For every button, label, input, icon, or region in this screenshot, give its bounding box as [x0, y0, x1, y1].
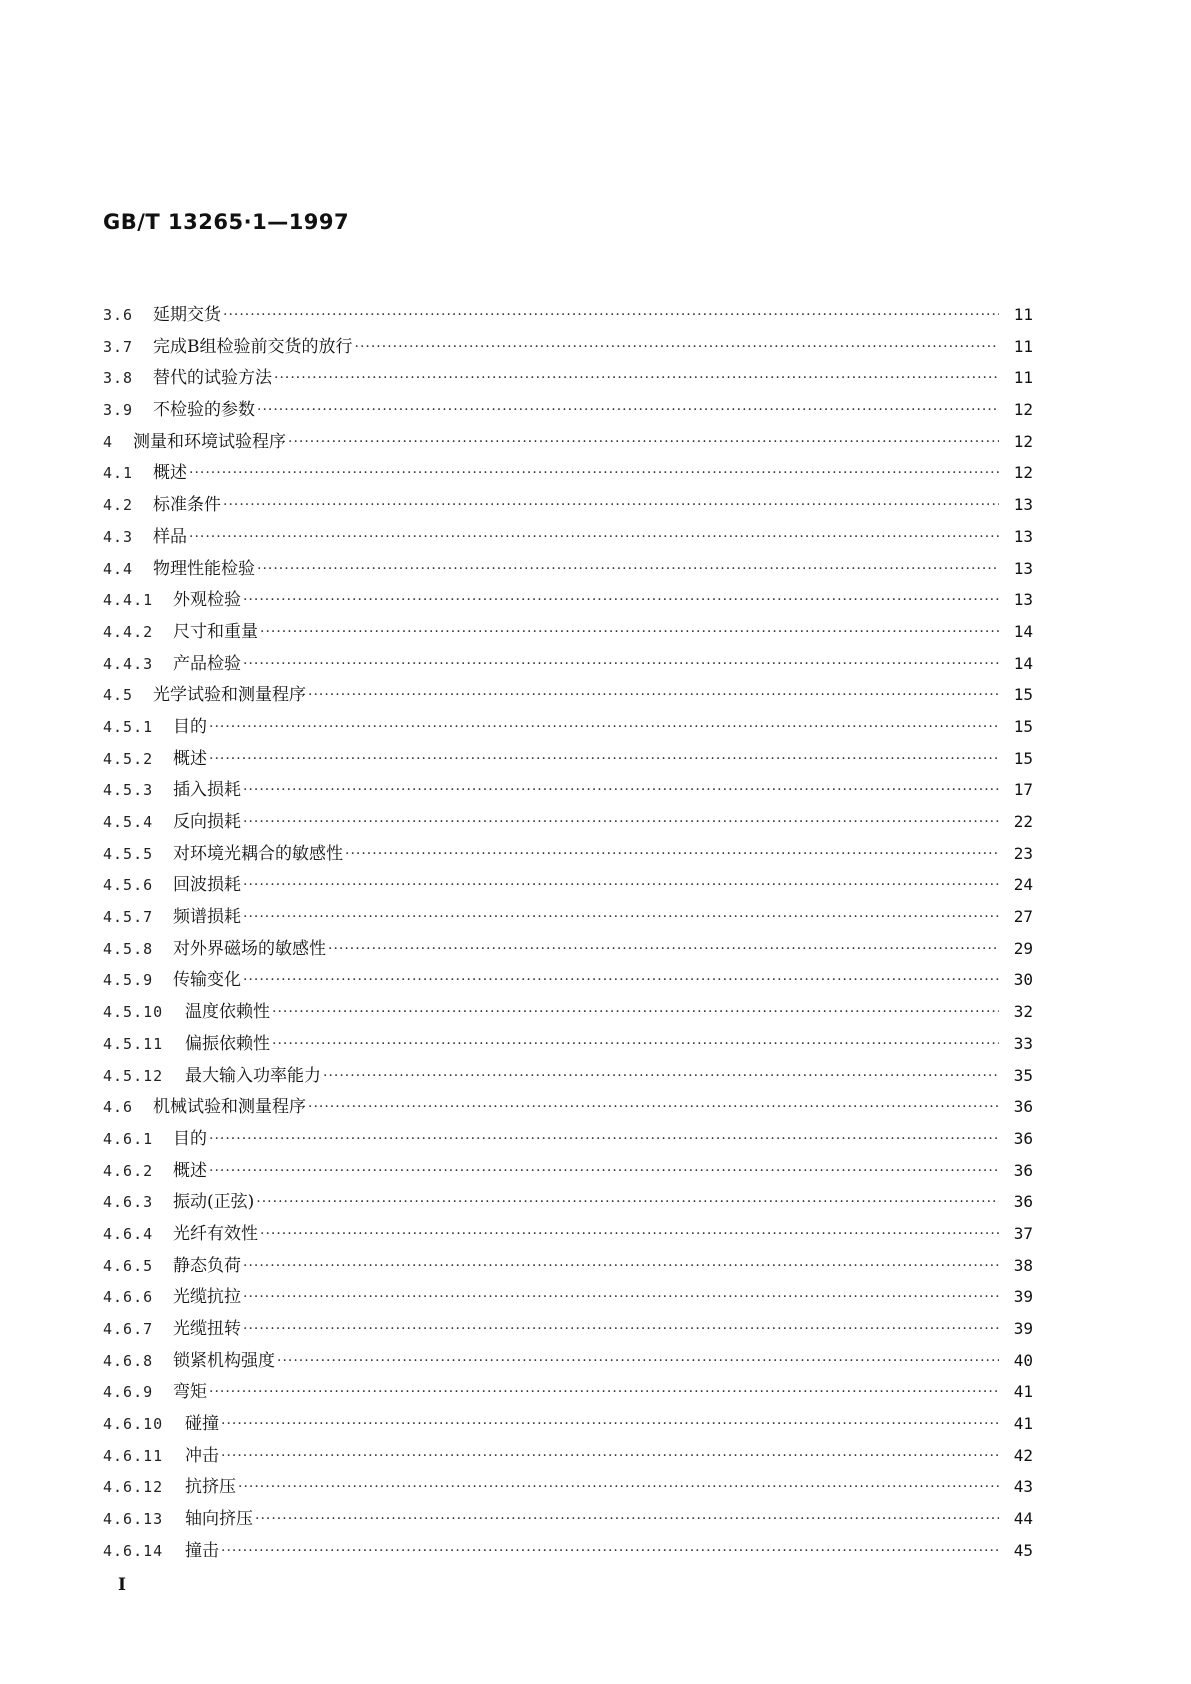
toc-section-number: 4.5.5	[103, 844, 154, 863]
toc-section-title: 抗挤压	[185, 1477, 236, 1498]
toc-leader-dots	[288, 430, 999, 447]
toc-section-number: 4.5.11	[103, 1034, 164, 1053]
toc-section-title: 概述	[173, 1160, 207, 1181]
toc-section-title: 对外界磁场的敏感性	[173, 938, 326, 959]
toc-section-number: 4.5.6	[103, 876, 154, 895]
toc-entry[interactable]	[103, 1187, 1033, 1219]
toc-page-number: 13	[1013, 558, 1033, 578]
toc-section-number: 4.6.6	[103, 1288, 154, 1307]
toc-section-title: 完成B组检验前交货的放行	[153, 336, 353, 357]
toc-section-number: 4.5.8	[103, 939, 154, 958]
toc-entry[interactable]	[103, 458, 1033, 490]
toc-entry[interactable]	[103, 807, 1033, 839]
toc-section-title: 插入损耗	[173, 780, 241, 801]
toc-entry[interactable]	[103, 554, 1033, 586]
toc-page-number: 41	[1013, 1382, 1033, 1402]
toc-page-number: 39	[1013, 1319, 1033, 1338]
toc-section-number: 4.6.11	[103, 1446, 164, 1465]
toc-entry[interactable]	[103, 934, 1033, 966]
toc-page-number: 37	[1013, 1223, 1033, 1243]
toc-entry[interactable]	[103, 649, 1033, 681]
toc-section-title: 温度依赖性	[185, 1002, 270, 1023]
toc-leader-dots	[189, 525, 999, 542]
page-number: I	[118, 1575, 126, 1595]
toc-section-title: 概述	[153, 463, 187, 484]
toc-section-number: 4.6.14	[103, 1541, 164, 1560]
toc-leader-dots	[260, 620, 999, 637]
toc-leader-dots	[255, 1507, 999, 1524]
toc-section-number: 4.6.2	[103, 1161, 154, 1180]
toc-section-title: 尺寸和重量	[173, 621, 258, 642]
toc-section-title: 测量和环境试验程序	[133, 431, 286, 452]
toc-leader-dots	[209, 747, 999, 764]
toc-section-number: 4.5.1	[103, 717, 154, 736]
toc-entry[interactable]	[103, 1377, 1033, 1409]
toc-entry[interactable]	[103, 1504, 1033, 1536]
toc-leader-dots	[257, 557, 999, 574]
toc-section-title: 光纤有效性	[173, 1223, 258, 1244]
toc-leader-dots	[308, 683, 999, 700]
toc-leader-dots	[257, 398, 999, 415]
toc-section-title: 目的	[173, 1128, 207, 1149]
toc-section-number: 4.5.3	[103, 781, 154, 800]
toc-leader-dots	[260, 1222, 999, 1239]
toc-section-title: 延期交货	[153, 305, 221, 325]
toc-leader-dots	[189, 461, 999, 478]
toc-page-number: 11	[1013, 336, 1033, 356]
toc-entry[interactable]	[103, 775, 1033, 807]
toc-leader-dots	[223, 303, 999, 320]
toc-page-number: 35	[1013, 1065, 1033, 1085]
toc-leader-dots	[277, 1349, 999, 1366]
toc-page-number: 40	[1013, 1350, 1033, 1370]
toc-page-number: 36	[1013, 1097, 1033, 1117]
toc-leader-dots	[209, 1159, 999, 1176]
toc-leader-dots	[243, 905, 999, 922]
toc-page-number: 23	[1013, 843, 1033, 863]
toc-section-title: 弯矩	[173, 1382, 207, 1403]
toc-entry[interactable]	[103, 712, 1033, 744]
toc-section-number: 4.1	[103, 464, 134, 483]
toc-leader-dots	[243, 652, 999, 669]
toc-entry[interactable]	[103, 1029, 1033, 1061]
toc-page-number: 22	[1013, 812, 1033, 831]
toc-section-number: 4.5.12	[103, 1066, 164, 1085]
toc-page-number: 39	[1013, 1287, 1033, 1307]
toc-entry[interactable]	[103, 1156, 1033, 1188]
toc-section-number: 4.6.12	[103, 1478, 164, 1497]
toc-section-title: 锁紧机构强度	[173, 1350, 275, 1371]
toc-section-number: 4.5.10	[103, 1003, 164, 1022]
toc-section-title: 冲击	[185, 1445, 219, 1466]
toc-page-number: 27	[1013, 907, 1033, 927]
toc-page-number: 12	[1013, 400, 1033, 420]
toc-section-title: 不检验的参数	[153, 400, 255, 421]
toc-section-title: 标准条件	[153, 495, 221, 516]
toc-page-number: 17	[1013, 780, 1033, 800]
toc-section-number: 4.5.4	[103, 813, 154, 831]
toc-section-number: 4.6	[103, 1098, 134, 1117]
toc-section-title: 频谱损耗	[173, 907, 241, 928]
toc-leader-dots	[274, 366, 999, 383]
toc-entry[interactable]	[103, 1124, 1033, 1156]
toc-section-title: 样品	[153, 526, 187, 547]
toc-section-title: 概述	[173, 748, 207, 769]
toc-page-number: 36	[1013, 1192, 1033, 1212]
toc-leader-dots	[243, 810, 999, 827]
toc-leader-dots	[323, 1064, 999, 1081]
toc-section-title: 光缆抗拉	[173, 1287, 241, 1308]
toc-entry[interactable]	[103, 490, 1033, 522]
toc-page-number: 13	[1013, 590, 1033, 610]
toc-page-number: 13	[1013, 495, 1033, 515]
document-id: GB/T 13265·1—1997	[103, 210, 350, 234]
toc-entry[interactable]	[103, 965, 1033, 997]
toc-leader-dots	[243, 968, 999, 985]
toc-page-number: 36	[1013, 1160, 1033, 1180]
toc-leader-dots	[243, 1285, 999, 1302]
toc-page-number: 41	[1013, 1414, 1033, 1434]
toc-section-title: 外观检验	[173, 590, 241, 611]
toc-entry[interactable]	[103, 1472, 1033, 1504]
toc-page-number: 14	[1013, 621, 1033, 641]
toc-section-title: 对环境光耦合的敏感性	[173, 843, 343, 864]
toc-section-title: 反向损耗	[173, 812, 241, 832]
table-of-contents	[103, 300, 1033, 1568]
toc-page-number: 12	[1013, 431, 1033, 451]
toc-section-number: 4.6.13	[103, 1510, 164, 1529]
toc-entry[interactable]	[103, 1441, 1033, 1473]
toc-section-title: 回波损耗	[173, 875, 241, 896]
toc-section-title: 偏振依赖性	[185, 1033, 270, 1054]
toc-section-title: 最大输入功率能力	[185, 1065, 321, 1086]
toc-section-title: 静态负荷	[173, 1255, 241, 1276]
toc-section-title: 光学试验和测量程序	[153, 685, 306, 706]
toc-leader-dots	[209, 1380, 999, 1397]
toc-leader-dots	[272, 1000, 999, 1017]
toc-section-number: 4.6.1	[103, 1129, 154, 1148]
toc-entry[interactable]	[103, 1061, 1033, 1093]
toc-section-title: 替代的试验方法	[153, 368, 272, 389]
toc-leader-dots	[243, 1317, 999, 1334]
toc-entry[interactable]	[103, 395, 1033, 427]
toc-entry[interactable]	[103, 1092, 1033, 1124]
toc-leader-dots	[272, 1032, 999, 1049]
toc-section-number: 4.4.3	[103, 654, 154, 673]
toc-section-number: 4.6.5	[103, 1256, 154, 1275]
toc-page-number: 14	[1013, 653, 1033, 673]
toc-section-number: 4.6.7	[103, 1320, 154, 1338]
toc-entry[interactable]	[103, 870, 1033, 902]
toc-entry[interactable]	[103, 300, 1033, 332]
toc-section-title: 光缆扭转	[173, 1319, 241, 1339]
toc-leader-dots	[221, 1444, 999, 1461]
toc-section-number: 3.7	[103, 337, 134, 356]
toc-section-title: 碰撞	[185, 1414, 219, 1435]
toc-leader-dots	[308, 1095, 999, 1112]
toc-page-number: 45	[1013, 1540, 1033, 1560]
toc-section-number: 3.8	[103, 369, 134, 388]
toc-entry[interactable]	[103, 744, 1033, 776]
toc-page-number: 24	[1013, 875, 1033, 895]
toc-leader-dots	[328, 937, 999, 954]
toc-section-number: 3.9	[103, 401, 134, 420]
toc-section-number: 4.3	[103, 527, 134, 546]
toc-section-title: 机械试验和测量程序	[153, 1097, 306, 1118]
toc-page-number: 32	[1013, 1002, 1033, 1022]
toc-leader-dots	[256, 1190, 999, 1207]
toc-leader-dots	[243, 1254, 999, 1271]
toc-page-number: 42	[1013, 1445, 1033, 1465]
toc-page-number: 15	[1013, 748, 1033, 768]
toc-leader-dots	[243, 588, 999, 605]
toc-entry[interactable]	[103, 1409, 1033, 1441]
toc-entry[interactable]	[103, 1282, 1033, 1314]
toc-section-title: 产品检验	[173, 653, 241, 674]
toc-entry[interactable]	[103, 363, 1033, 395]
toc-page-number: 15	[1013, 716, 1033, 736]
toc-entry[interactable]	[103, 427, 1033, 459]
toc-leader-dots	[221, 1539, 999, 1556]
toc-section-number: 4.6.10	[103, 1415, 164, 1434]
toc-page-number: 29	[1013, 938, 1033, 958]
toc-leader-dots	[209, 1127, 999, 1144]
toc-section-number: 4.4.1	[103, 591, 154, 610]
toc-leader-dots	[238, 1475, 999, 1492]
toc-entry[interactable]	[103, 1219, 1033, 1251]
toc-section-title: 目的	[173, 716, 207, 737]
toc-section-number: 4.5.2	[103, 749, 154, 768]
toc-page-number: 38	[1013, 1255, 1033, 1275]
toc-entry[interactable]	[103, 997, 1033, 1029]
toc-entry[interactable]	[103, 902, 1033, 934]
toc-leader-dots	[209, 715, 999, 732]
toc-section-title: 轴向挤压	[185, 1509, 253, 1530]
toc-section-number: 4.6.4	[103, 1224, 154, 1243]
toc-page-number: 30	[1013, 970, 1033, 990]
toc-page-number: 44	[1013, 1509, 1033, 1529]
toc-entry[interactable]	[103, 1314, 1033, 1346]
toc-section-title: 振动(正弦)	[173, 1192, 255, 1213]
toc-leader-dots	[221, 1412, 999, 1429]
toc-leader-dots	[243, 873, 999, 890]
toc-section-number: 4.5	[103, 686, 134, 705]
toc-section-number: 4.6.8	[103, 1351, 154, 1370]
toc-entry[interactable]	[103, 522, 1033, 554]
toc-section-number: 4.2	[103, 496, 134, 515]
toc-entry[interactable]	[103, 1251, 1033, 1283]
toc-section-title: 传输变化	[173, 970, 241, 991]
toc-entry[interactable]	[103, 1536, 1033, 1568]
toc-leader-dots	[223, 493, 999, 510]
toc-entry[interactable]	[103, 680, 1033, 712]
toc-page-number: 36	[1013, 1128, 1033, 1148]
toc-section-number: 4.4.2	[103, 622, 154, 641]
toc-page-number: 43	[1013, 1477, 1033, 1497]
toc-entry[interactable]	[103, 1346, 1033, 1378]
toc-leader-dots	[355, 335, 1000, 352]
toc-page-number: 33	[1013, 1033, 1033, 1053]
toc-section-number: 4.5.9	[103, 971, 154, 990]
toc-leader-dots	[243, 778, 999, 795]
toc-page-number: 11	[1013, 368, 1033, 388]
toc-section-number: 4.6.3	[103, 1193, 154, 1212]
toc-section-number: 4	[103, 432, 114, 451]
toc-page-number: 13	[1013, 526, 1033, 546]
toc-page-number: 11	[1013, 305, 1033, 324]
toc-entry[interactable]	[103, 332, 1033, 364]
toc-entry[interactable]	[103, 839, 1033, 871]
toc-section-number: 4.5.7	[103, 908, 154, 927]
toc-entry[interactable]	[103, 617, 1033, 649]
toc-page-number: 15	[1013, 685, 1033, 705]
toc-entry[interactable]	[103, 585, 1033, 617]
toc-section-title: 撞击	[185, 1540, 219, 1561]
toc-section-number: 3.6	[103, 306, 134, 324]
toc-section-number: 4.6.9	[103, 1383, 154, 1402]
toc-page-number: 12	[1013, 463, 1033, 483]
toc-section-number: 4.4	[103, 559, 134, 578]
toc-section-title: 物理性能检验	[153, 558, 255, 579]
toc-leader-dots	[345, 842, 999, 859]
